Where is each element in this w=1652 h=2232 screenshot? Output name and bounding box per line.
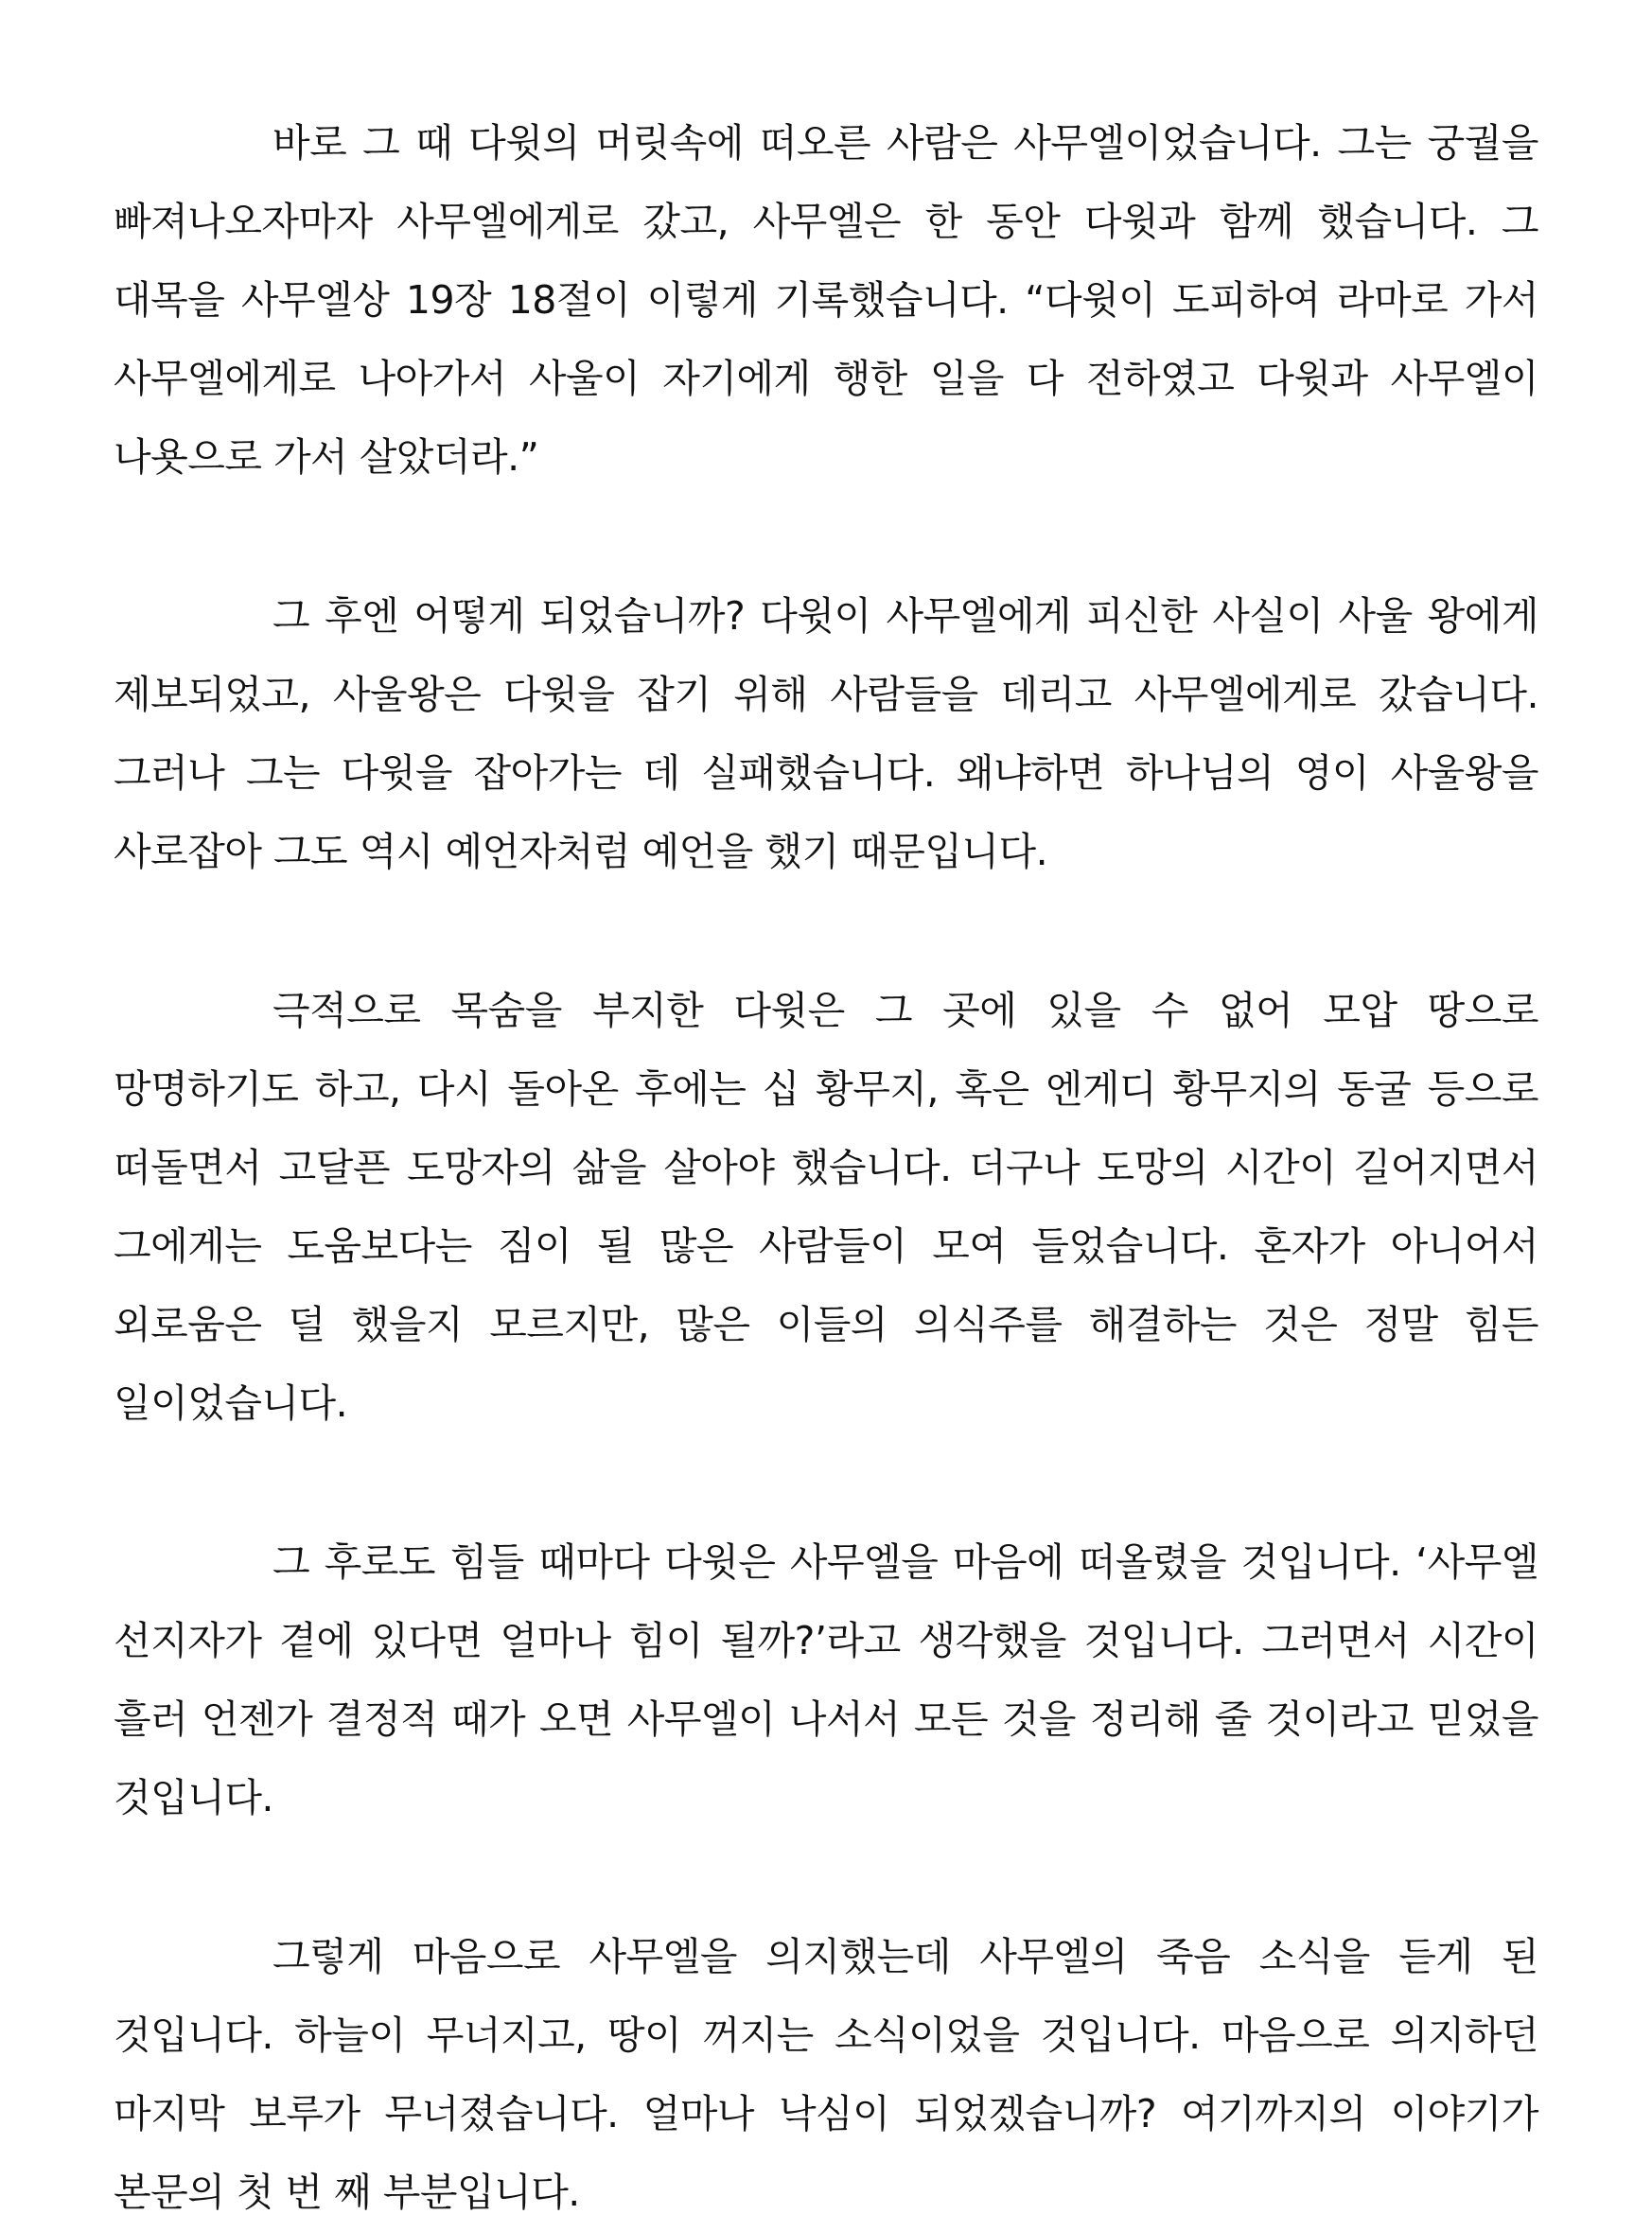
paragraph-5: 그렇게 마음으로 사무엘을 의지했는데 사무엘의 죽음 소식을 듣게 된 것입니다. 하늘이 무너지고, 땅이 꺼지는 소식이었을 것입니다. 마음으로 의지하던 마지막 보루가 무너졌습니다. 얼마나 낙심이 되었겠습니까? 여기까지의 이야기가 본문의 첫 번 째 부분입니다. <box>114 1934 1538 2215</box>
document-page <box>114 104 1538 2232</box>
paragraph-3: 극적으로 목숨을 부지한 다윗은 그 곳에 있을 수 없어 모압 땅으로 망명하기도 하고, 다시 돌아온 후에는 십 황무지, 혹은 엔게디 황무지의 동굴 등으로 떠돌면서 고달픈 도망자의 삶을 살아야 했습니다. 더구나 도망의 시간이 길어지면서 그에게는 도움보다는 짐이 될 많은 사람들이 모여 들었습니다. 혼자가 아니어서 외로움은 덜 했을지 모르지만, 많은 이들의 의식주를 해결하는 것은 정말 힘든 일이었습니다. <box>114 988 1538 1426</box>
paragraph-4: 그 후로도 힘들 때마다 다윗은 사무엘을 마음에 떠올렸을 것입니다. ‘사무엘 선지자가 곁에 있다면 얼마나 힘이 될까?’라고 생각했을 것입니다. 그러면서 시간이 흘러 언젠가 결정적 때가 오면 사무엘이 나서서 모든 것을 정리해 줄 것이라고 믿었을 것입니다. <box>114 1539 1538 1820</box>
paragraph-1: 바로 그 때 다윗의 머릿속에 떠오른 사람은 사무엘이었습니다. 그는 궁궐을 빠져나오자마자 사무엘에게로 갔고, 사무엘은 한 동안 다윗과 함께 했습니다. 그 대목을 사무엘상 19장 18절이 이렇게 기록했습니다. “다윗이 도피하여 라마로 가서 사무엘에게로 나아가서 사울이 자기에게 행한 일을 다 전하였고 다윗과 사무엘이 나욧으로 가서 살았더라.” <box>114 120 1538 480</box>
paragraph-2: 그 후엔 어떻게 되었습니까? 다윗이 사무엘에게 피신한 사실이 사울 왕에게 제보되었고, 사울왕은 다윗을 잡기 위해 사람들을 데리고 사무엘에게로 갔습니다. 그러나 그는 다윗을 잡아가는 데 실패했습니다. 왜냐하면 하나님의 영이 사울왕을 사로잡아 그도 역시 예언자처럼 예언을 했기 때문입니다. <box>114 593 1538 874</box>
